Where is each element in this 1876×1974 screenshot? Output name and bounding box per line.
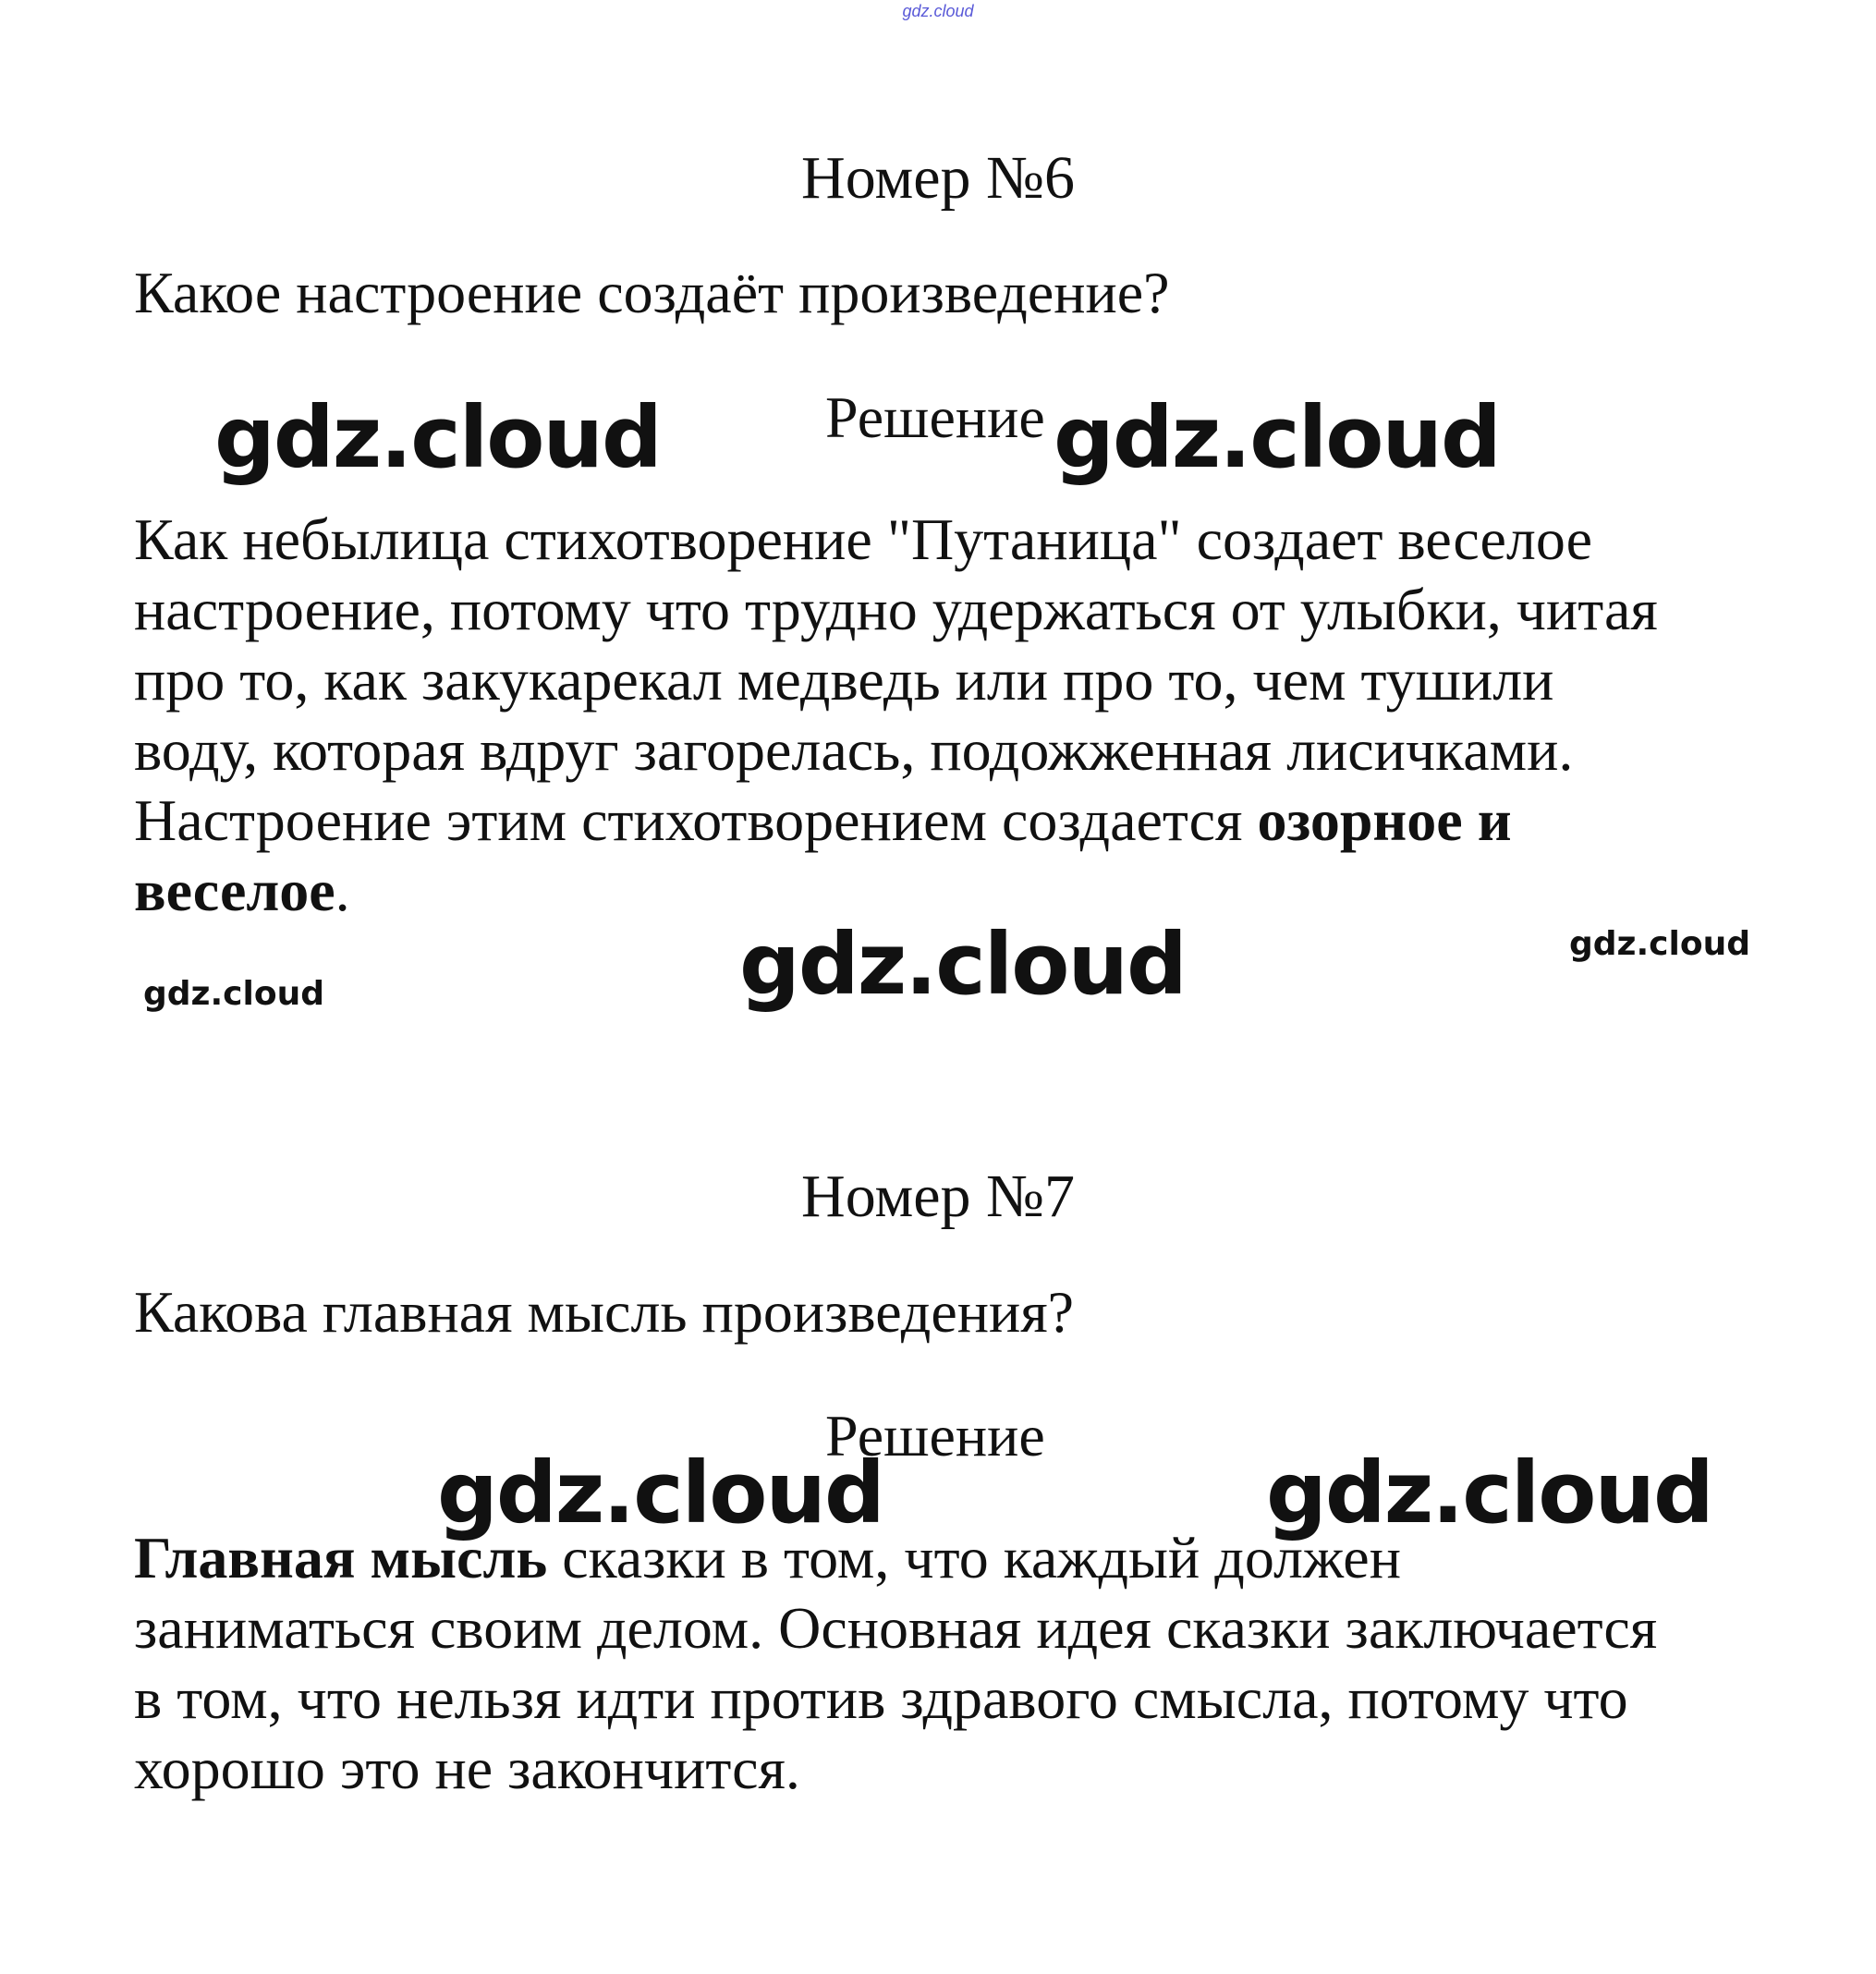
watermark: gdz.cloud [1266,1444,1712,1542]
watermark: gdz.cloud [739,915,1186,1014]
task7-heading: Номер №7 [801,1163,1075,1230]
watermark: gdz.cloud [1569,925,1750,963]
task6-solution-label: Решение [825,384,1045,450]
answer-text: . [335,858,350,923]
task7-solution-label: Решение [825,1403,1045,1468]
top-watermark: gdz.cloud [902,2,974,20]
task6-answer [134,505,1760,926]
answer-line: заниматься своим делом. Основная идея сказки заключается [134,1595,1658,1661]
answer-line: воду, которая вдруг загорелась, подожженная лисичками. [134,717,1574,783]
watermark: gdz.cloud [143,975,324,1013]
task6-heading: Номер №6 [801,144,1075,212]
task6-question: Какое настроение создаёт произведение? [134,260,1170,325]
watermark: gdz.cloud [437,1444,883,1542]
watermark: gdz.cloud [1054,388,1500,487]
answer-line: про то, как закукарекал медведь или про то, чем тушили [134,647,1554,713]
task7-question: Какова главная мысль произведения? [134,1279,1075,1345]
answer-line: Как небылица стихотворение "Путаница" создает веселое [134,506,1593,572]
answer-text: Настроение этим стихотворением создается [134,787,1258,853]
answer-emphasis: веселое [134,858,335,923]
answer-emphasis: Главная мысль [134,1525,548,1590]
answer-line: в том, что нельзя идти против здравого смысла, потому что [134,1665,1628,1731]
answer-line [134,786,1760,856]
answer-line: хорошо это не закончится. [134,1736,800,1801]
answer-emphasis: озорное и [1257,787,1512,853]
watermark: gdz.cloud [214,388,661,487]
task7-answer [134,1523,1760,1804]
answer-line: настроение, потому что трудно удержаться от улыбки, читая [134,577,1658,642]
answer-text: сказки в том, что каждый должен [547,1525,1401,1590]
